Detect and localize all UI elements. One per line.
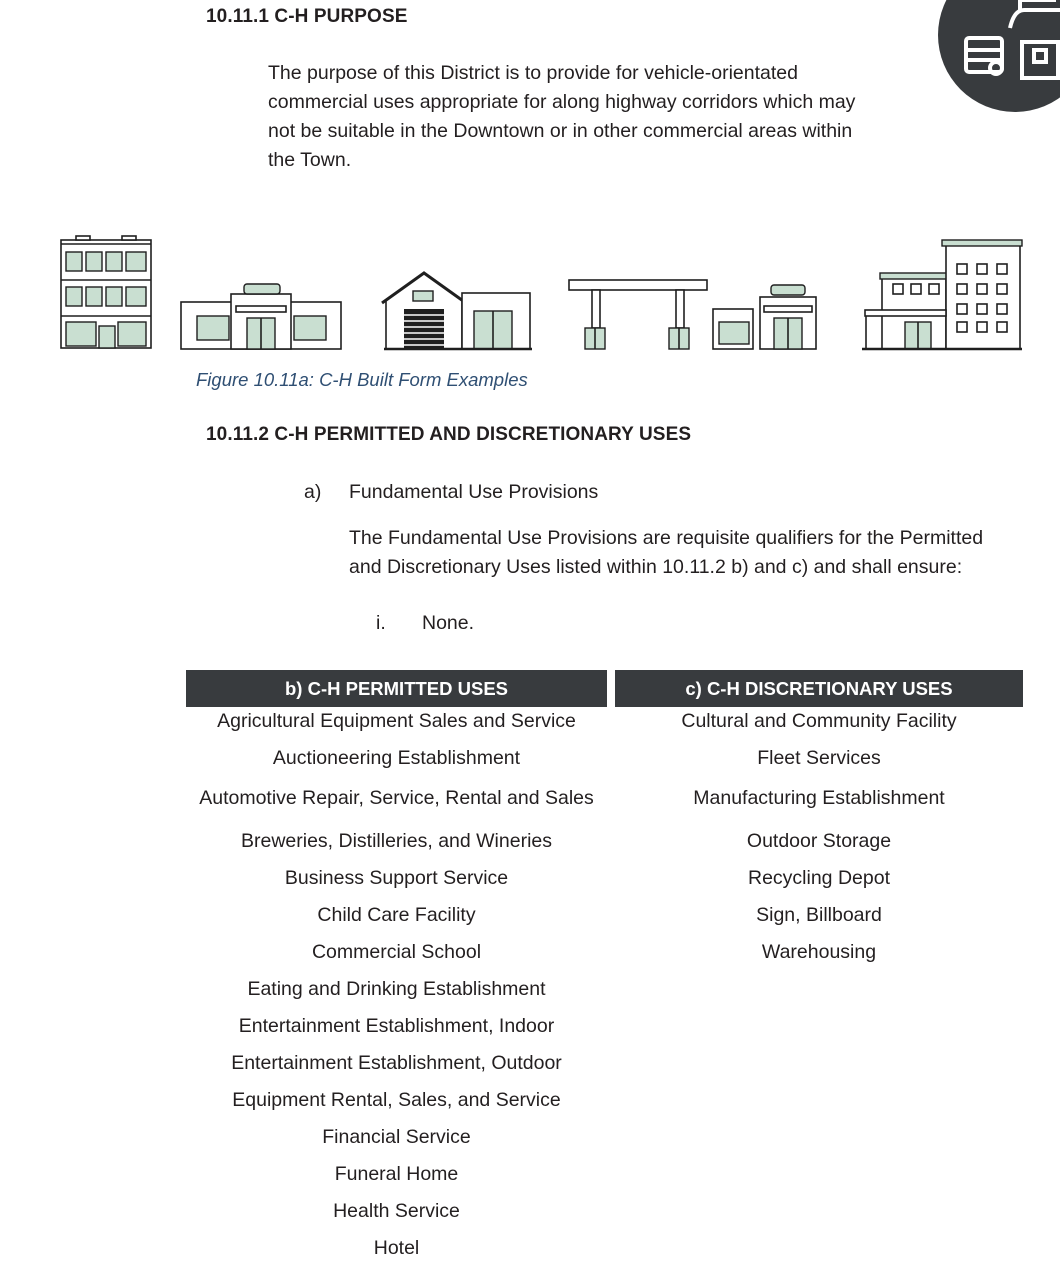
office-complex-icon: [862, 240, 1022, 349]
list-item: Sign, Billboard: [756, 904, 882, 926]
list-item: Automotive Repair, Service, Rental and Sales: [199, 787, 594, 809]
list-item: Hotel: [373, 1237, 420, 1259]
list-item: Auctioneering Establishment: [272, 747, 521, 769]
garage-house-icon: [382, 273, 532, 349]
list-item: Financial Service: [322, 1126, 471, 1148]
office-building-icon: [61, 236, 151, 348]
purpose-line: The purpose of this District is to provide for vehicle-orientated: [268, 62, 798, 84]
list-item: Eating and Drinking Establishment: [247, 978, 546, 1000]
sub-text: None.: [422, 612, 475, 634]
fundamental-line: The Fundamental Use Provisions are requisite qualifiers for the Permitted: [349, 527, 984, 549]
storefront-icon: [181, 284, 341, 349]
uses-heading: 10.11.2 C-H PERMITTED AND DISCRETIONARY USES: [206, 424, 692, 445]
list-item: Agricultural Equipment Sales and Service: [217, 710, 576, 732]
list-item: Manufacturing Establishment: [693, 787, 945, 809]
purpose-paragraph: [268, 59, 855, 175]
list-item: Health Service: [333, 1200, 460, 1222]
list-item: Business Support Service: [284, 867, 509, 889]
built-form-figure: [0, 228, 1060, 358]
purpose-line: not be suitable in the Downtown or in other commercial areas within: [268, 120, 853, 142]
list-item: Cultural and Community Facility: [681, 710, 957, 732]
list-item: Commercial School: [311, 941, 482, 963]
storefront-car-icon: [938, 0, 1060, 112]
list-item: Fleet Services: [757, 747, 881, 769]
sub-marker: i.: [376, 612, 386, 634]
purpose-line: commercial uses appropriate for along highway corridors which may: [268, 91, 856, 113]
permitted-uses-header: b) C-H PERMITTED USES: [186, 670, 607, 707]
fundamental-title: Fundamental Use Provisions: [349, 481, 599, 503]
permitted-uses-column: [186, 670, 607, 1266]
figure-caption: Figure 10.11a: C-H Built Form Examples: [196, 369, 528, 390]
discretionary-uses-header: c) C-H DISCRETIONARY USES: [615, 670, 1023, 707]
list-item: Warehousing: [761, 941, 877, 963]
list-item: Entertainment Establishment, Indoor: [238, 1015, 555, 1037]
list-item: Breweries, Distilleries, and Wineries: [240, 830, 552, 852]
list-item: Recycling Depot: [748, 867, 890, 889]
list-item: Entertainment Establishment, Outdoor: [231, 1052, 562, 1074]
list-item: Funeral Home: [334, 1163, 459, 1185]
list-item: Equipment Rental, Sales, and Service: [232, 1089, 561, 1111]
gas-station-icon: [569, 280, 816, 349]
discretionary-uses-column: [615, 670, 1023, 1000]
corner-badge: [938, 0, 1060, 112]
list-item: Child Care Facility: [317, 904, 476, 926]
list-item: Outdoor Storage: [746, 830, 892, 852]
fundamental-marker: a): [304, 481, 322, 503]
fundamental-paragraph: [349, 524, 983, 582]
purpose-heading: 10.11.1 C-H PURPOSE: [206, 6, 408, 27]
fundamental-line: and Discretionary Uses listed within 10.11.2 b) and c) and shall ensure:: [349, 556, 963, 578]
purpose-line: the Town.: [268, 149, 352, 171]
